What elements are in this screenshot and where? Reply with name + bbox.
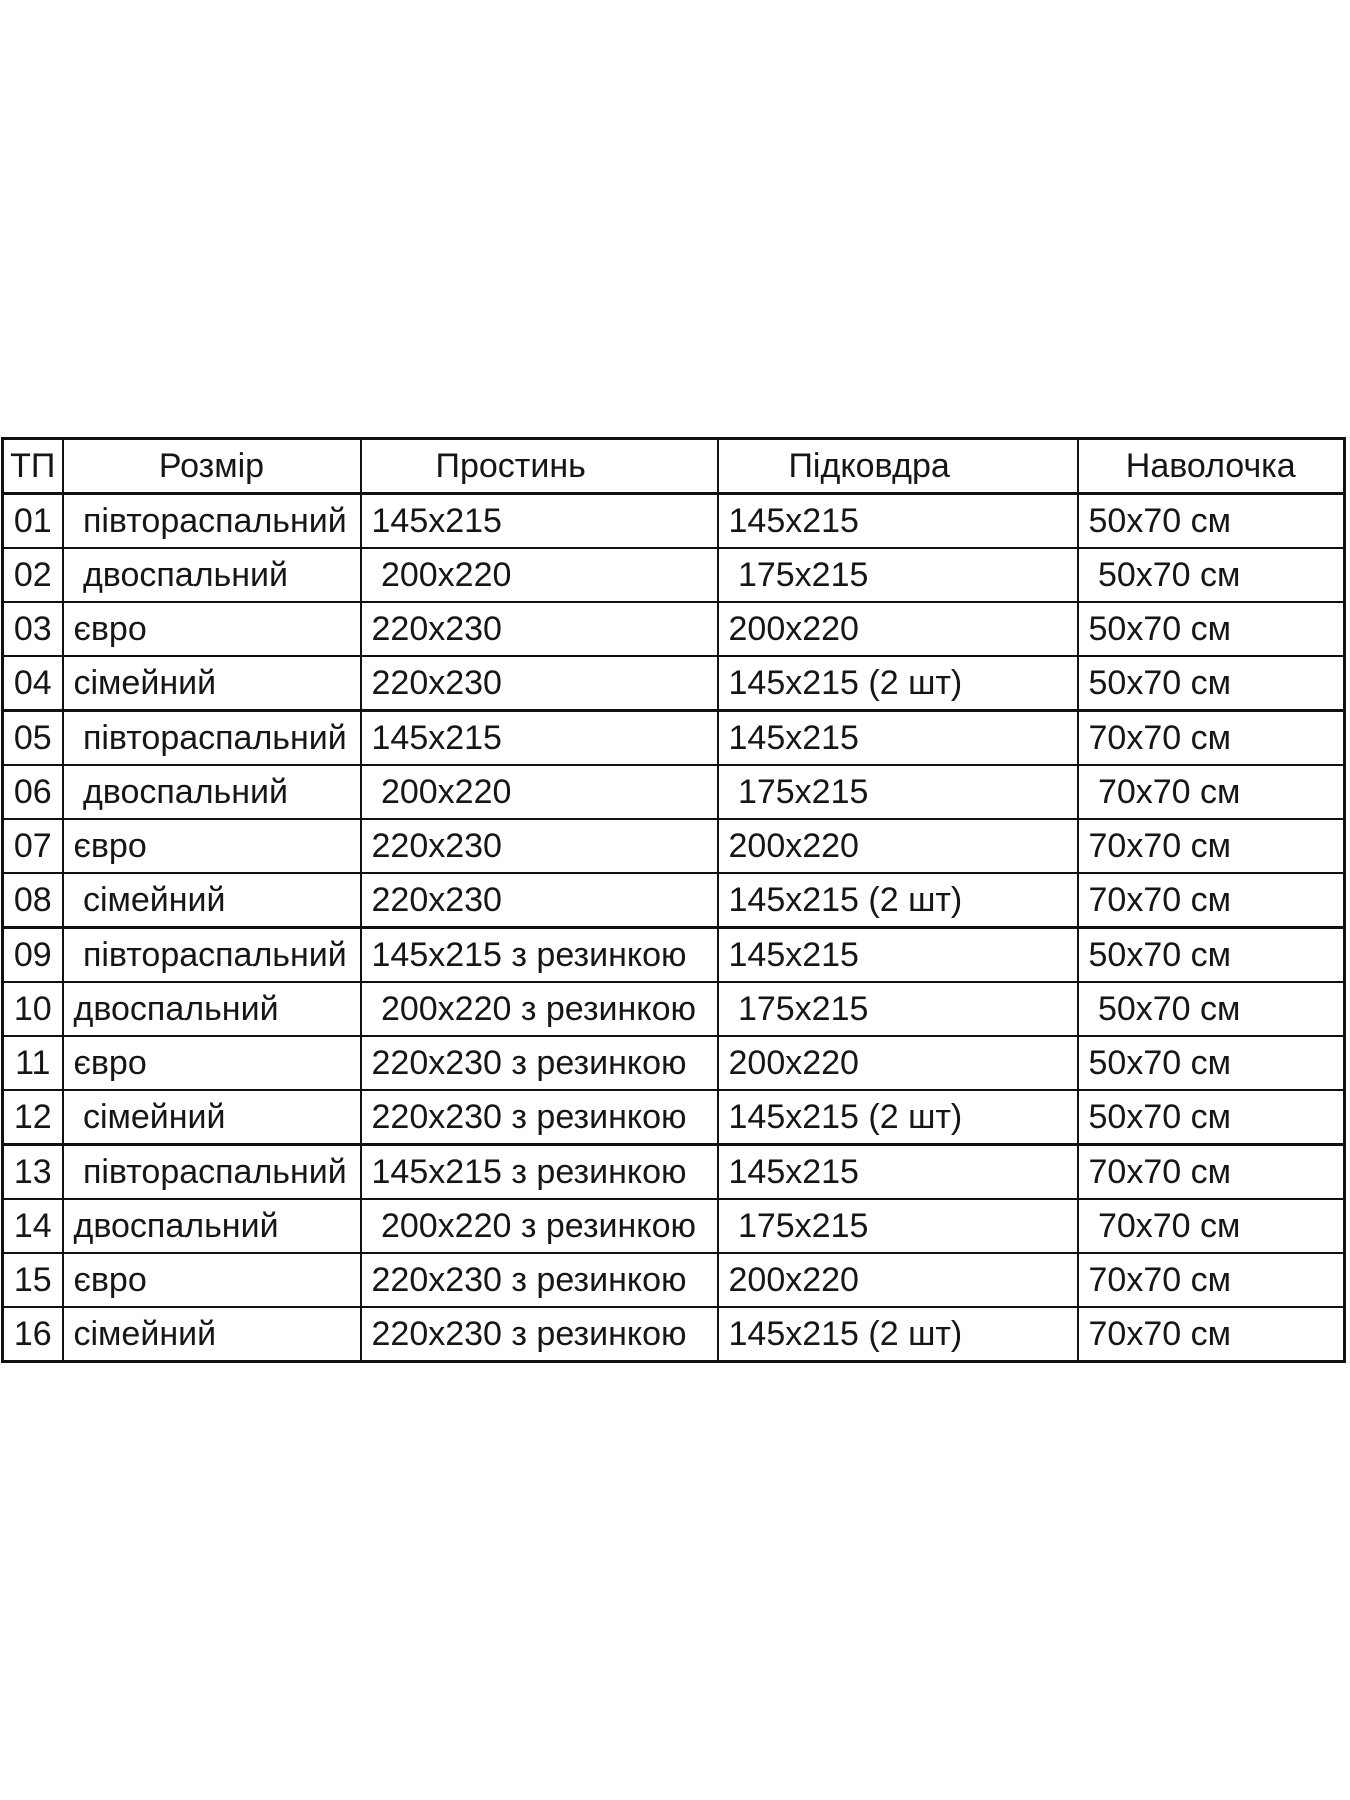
table-cell: 200x220 [718,819,1078,873]
table-cell: 200x220 з резинкою [361,982,718,1036]
table-row [3,602,1345,656]
table-cell: півтораспальний [63,711,361,766]
table-row [3,494,1345,549]
row-id-cell: 05 [3,711,63,766]
table-cell: двоспальний [63,548,361,602]
table-cell: 200x220 [718,1253,1078,1307]
table-cell: 220x230 з резинкою [361,1090,718,1145]
table-cell: 145x215 з резинкою [361,928,718,983]
table-row [3,711,1345,766]
table-cell: 70x70 см [1078,1145,1345,1200]
table-cell: 70x70 см [1078,711,1345,766]
table-cell: 200x220 [361,548,718,602]
table-row [3,928,1345,983]
table-row [3,819,1345,873]
header-row [3,439,1345,494]
table-row [3,1036,1345,1090]
table-cell: євро [63,819,361,873]
table-cell: 145x215 [361,711,718,766]
table-row [3,765,1345,819]
table-row [3,982,1345,1036]
row-id-cell: 12 [3,1090,63,1145]
table-cell: 70x70 см [1078,765,1345,819]
table-cell: 145x215 [718,1145,1078,1200]
table-cell: 50x70 см [1078,494,1345,549]
table-row [3,548,1345,602]
row-id-cell: 06 [3,765,63,819]
table-cell: 70x70 см [1078,819,1345,873]
table-cell: 70x70 см [1078,1199,1345,1253]
table-cell: 220x230 з резинкою [361,1307,718,1362]
table-cell: 50x70 см [1078,548,1345,602]
table-cell: 50x70 см [1078,602,1345,656]
table-row [3,1199,1345,1253]
table-cell: двоспальний [63,765,361,819]
table-cell: двоспальний [63,982,361,1036]
table-cell: 175x215 [718,982,1078,1036]
table-cell: 145x215 [718,711,1078,766]
table-row [3,1307,1345,1362]
table-cell: сімейний [63,656,361,711]
table-cell: 145x215 [718,928,1078,983]
row-id-cell: 09 [3,928,63,983]
table-cell: 145x215 [361,494,718,549]
table-cell: півтораспальний [63,928,361,983]
bedding-size-table [1,437,1346,1363]
row-id-cell: 16 [3,1307,63,1362]
table-cell: двоспальний [63,1199,361,1253]
table-cell: 145x215 (2 шт) [718,656,1078,711]
row-id-cell: 02 [3,548,63,602]
table-cell: 145x215 [718,494,1078,549]
table-cell: 175x215 [718,1199,1078,1253]
table-row [3,1090,1345,1145]
table-cell: євро [63,602,361,656]
row-id-cell: 03 [3,602,63,656]
column-header: Простинь [361,439,718,494]
row-id-cell: 15 [3,1253,63,1307]
table-cell: сімейний [63,1090,361,1145]
row-id-cell: 14 [3,1199,63,1253]
row-id-cell: 04 [3,656,63,711]
table-cell: півтораспальний [63,1145,361,1200]
table-cell: сімейний [63,1307,361,1362]
row-id-cell: 13 [3,1145,63,1200]
table-cell: 70x70 см [1078,1253,1345,1307]
table-cell: 220x230 [361,819,718,873]
table-cell: 50x70 см [1078,656,1345,711]
table-cell: 145x215 (2 шт) [718,873,1078,928]
table-cell: 220x230 з резинкою [361,1036,718,1090]
table-row [3,656,1345,711]
table-cell: 220x230 [361,602,718,656]
table-cell: 200x220 з резинкою [361,1199,718,1253]
table-cell: 50x70 см [1078,1036,1345,1090]
table-cell: сімейний [63,873,361,928]
row-id-cell: 10 [3,982,63,1036]
table-cell: 145x215 з резинкою [361,1145,718,1200]
table-body [3,494,1345,1362]
row-id-cell: 08 [3,873,63,928]
table-cell: 175x215 [718,765,1078,819]
row-id-cell: 11 [3,1036,63,1090]
table-cell: 50x70 см [1078,982,1345,1036]
table-cell: 175x215 [718,548,1078,602]
table-cell: 200x220 [718,602,1078,656]
table-cell: 50x70 см [1078,928,1345,983]
row-id-cell: 07 [3,819,63,873]
table-cell: 200x220 [361,765,718,819]
column-header: Розмір [63,439,361,494]
table-row [3,873,1345,928]
table-row [3,1145,1345,1200]
table-cell: євро [63,1253,361,1307]
table-cell: 145x215 (2 шт) [718,1090,1078,1145]
table-cell: 70x70 см [1078,873,1345,928]
table-cell: 220x230 з резинкою [361,1253,718,1307]
table-cell: півтораспальний [63,494,361,549]
table-cell: 50x70 см [1078,1090,1345,1145]
table-cell: євро [63,1036,361,1090]
table-cell: 145x215 (2 шт) [718,1307,1078,1362]
column-header: Підковдра [718,439,1078,494]
column-header: ТП [3,439,63,494]
table-cell: 220x230 [361,873,718,928]
column-header: Наволочка [1078,439,1345,494]
table-cell: 70x70 см [1078,1307,1345,1362]
table-row [3,1253,1345,1307]
table-cell: 220x230 [361,656,718,711]
table-cell: 200x220 [718,1036,1078,1090]
row-id-cell: 01 [3,494,63,549]
